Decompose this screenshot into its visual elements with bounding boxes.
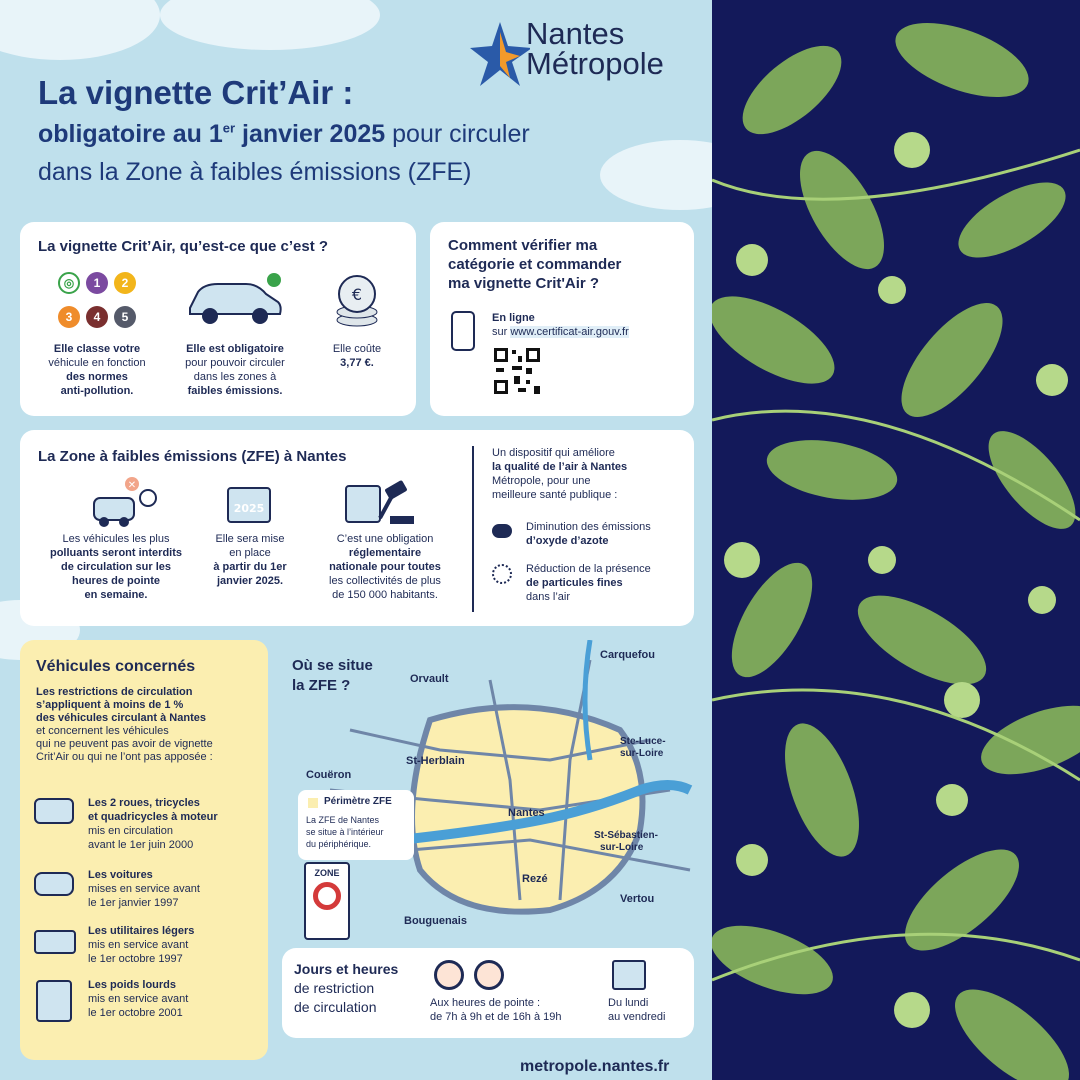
vehicles-intro: Les restrictions de circulation s’appliquent à moins de 1 % des véhicules circulant à Nantes et concernent les véhicules qui ne peuvent pas avoir de vignette Crit’Air ou qui ne l’ont pas apposée : <box>36 686 213 763</box>
what-is-col1: Elle classe votre véhicule en fonction des normes anti-pollution. <box>48 343 146 397</box>
map-heading: Où se situe la ZFE ? <box>292 657 373 694</box>
cloud-decoration <box>600 140 712 210</box>
qr-code-icon[interactable] <box>492 346 542 396</box>
legend-text: La ZFE de Nantes se situe à l’intérieur du périphérique. <box>306 815 384 849</box>
logo-line2: Métropole <box>526 46 664 81</box>
clock-icon <box>434 960 464 990</box>
zfe-heading: La Zone à faibles émissions (ZFE) à Nantes <box>38 448 347 465</box>
place-label: St-Herblain <box>406 755 465 767</box>
page-title: La vignette Crit’Air : <box>38 74 354 111</box>
cloud-emission-icon <box>492 524 512 538</box>
place-label: Carquefou <box>600 649 655 661</box>
truck-icon <box>36 980 72 1022</box>
hours-heading: Jours et heures de restriction de circulation <box>294 961 399 1015</box>
calendar-year: 2025 <box>233 502 265 515</box>
cloud-decoration <box>160 0 380 50</box>
star-logo-icon <box>470 22 530 88</box>
place-label: Nantes <box>508 807 545 819</box>
particles-icon <box>492 564 512 584</box>
subtitle-bold-date: janvier 2025 <box>235 120 386 148</box>
zfe-side-text: Un dispositif qui améliore la qualité de l’air à Nantes Métropole, pour une meilleure santé publique : <box>492 447 628 501</box>
vehicle-item: Les 2 roues, tricycles et quadricycles à moteur mis en circulation avant le 1er juin 2000 <box>88 797 218 851</box>
vehicle-item: Les utilitaires légers mis en service avant le 1er octobre 1997 <box>88 925 195 965</box>
crit-air-4-badge: 4 <box>86 306 108 328</box>
verify-online-label: En ligne <box>492 312 535 324</box>
crit-air-5-badge: 5 <box>114 306 136 328</box>
what-is-heading: La vignette Crit’Air, qu’est-ce que c’est ? <box>38 238 329 255</box>
calendar-2025-icon <box>226 482 272 524</box>
van-icon <box>34 930 76 954</box>
clock-icon <box>474 960 504 990</box>
car-icon <box>184 272 284 328</box>
card-what-is <box>20 222 416 416</box>
verify-url-line: sur www.certificat-air.gouv.fr <box>492 326 629 338</box>
car-front-icon <box>34 872 74 896</box>
crit-air-1-badge: 1 <box>86 272 108 294</box>
banned-car-clock-icon <box>90 476 160 530</box>
logo-line1: Nantes <box>526 16 625 51</box>
vehicle-item: Les voitures mises en service avant le 1er janvier 1997 <box>88 869 200 909</box>
card-zfe <box>20 430 694 626</box>
crit-air-2-badge: 2 <box>114 272 136 294</box>
zone-sign-word: ZONE <box>314 868 340 878</box>
hours-days: Du lundi au vendredi <box>608 997 666 1023</box>
place-label: Vertou <box>620 893 655 905</box>
hours-peak: Aux heures de pointe : de 7h à 9h et de 16h à 19h <box>430 997 562 1023</box>
zfe-col1: Les véhicules les plus polluants seront interdits de circulation sur les heures de pointe en semaine. <box>49 533 182 601</box>
svg-text:✕: ✕ <box>127 480 137 491</box>
erdre-river <box>585 640 590 760</box>
page-subtitle-line3: dans la Zone à faibles émissions (ZFE) <box>38 158 472 186</box>
botanical-pattern <box>712 0 1080 1080</box>
place-label: Orvault <box>410 673 449 685</box>
place-label: sur-Loire <box>620 748 664 759</box>
crit-air-zero-icon: ◎ <box>58 272 80 294</box>
card-hours <box>282 948 694 1038</box>
footer-url[interactable]: metropole.nantes.fr <box>520 1058 670 1075</box>
card-vehicles <box>20 640 268 1060</box>
place-label: Couëron <box>306 769 352 781</box>
law-gavel-icon <box>340 478 420 528</box>
nantes-metropole-logo <box>470 16 700 86</box>
benefit-particles: Réduction de la présence de particules fines dans l’air <box>526 563 651 603</box>
benefit-nox: Diminution des émissions d’oxyde d’azote <box>526 521 651 547</box>
what-is-col2: Elle est obligatoire pour pouvoir circuler dans les zones à faibles émissions. <box>185 343 285 397</box>
zfe-col2: Elle sera mise en place à partir du 1er janvier 2025. <box>213 533 287 587</box>
what-is-col3: Elle coûte 3,77 €. <box>332 343 382 369</box>
divider <box>472 446 474 612</box>
zone-sign-circle <box>313 882 341 910</box>
place-label: St-Sébastien- <box>594 830 658 841</box>
legend-swatch <box>308 798 318 808</box>
legend-title: Périmètre ZFE <box>324 796 392 807</box>
zfe-col3: C’est une obligation réglementaire nationale pour toutes les collectivités de plus de 150 000 habitants. <box>329 533 441 601</box>
smartphone-icon <box>450 310 476 352</box>
certificat-air-link[interactable]: www.certificat-air.gouv.fr <box>510 326 629 338</box>
verify-heading: Comment vérifier ma catégorie et commander ma vignette Crit'Air ? <box>448 237 622 292</box>
place-label: Rezé <box>522 873 548 885</box>
subtitle-sup: er <box>222 120 236 136</box>
calendar-icon <box>612 960 646 990</box>
crit-air-3-badge: 3 <box>58 306 80 328</box>
svg-text:€: € <box>351 285 363 304</box>
zone-sign-icon <box>304 862 350 940</box>
leaf-pattern-image <box>712 0 1080 1080</box>
scooter-icon <box>34 798 74 824</box>
subtitle-bold: obligatoire au 1 <box>38 120 223 148</box>
subtitle-rest: pour circuler <box>385 120 530 148</box>
place-label: Bouguenais <box>404 915 467 927</box>
map-legend <box>298 790 414 860</box>
page-subtitle <box>38 120 530 149</box>
coins-euro-icon <box>332 272 382 332</box>
place-label: Ste-Luce- <box>620 736 666 747</box>
card-verify <box>430 222 694 416</box>
vehicle-item: Les poids lourds mis en service avant le 1er octobre 2001 <box>88 979 189 1019</box>
cloud-decoration <box>0 0 160 60</box>
place-label: sur-Loire <box>600 842 644 853</box>
vehicles-heading: Véhicules concernés <box>36 658 196 675</box>
